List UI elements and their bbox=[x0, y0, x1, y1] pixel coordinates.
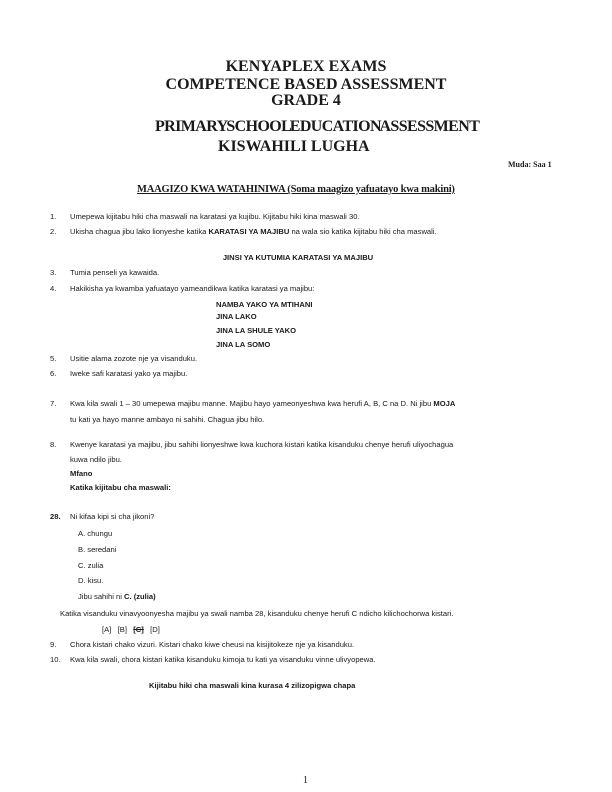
instructions-heading: MAAGIZO KWA WATAHINIWA (Soma maagizo yafuatayo kwa makini) bbox=[137, 184, 455, 195]
instruction-text: Kwa kila swali 1 – 30 umepewa majibu manne. Majibu hayo yameonyeshwa kwa herufi A, B, C na D. Ni jibu MOJA bbox=[70, 399, 456, 408]
answer-option: C. zulia bbox=[78, 561, 104, 570]
answer-boxes bbox=[102, 625, 160, 635]
duration-label: Muda: Saa 1 bbox=[508, 160, 552, 169]
assessment-title: COMPETENCE BASED ASSESSMENT bbox=[165, 76, 447, 93]
exam-provider-title: KENYAPLEX EXAMS bbox=[225, 58, 387, 75]
item-number: 5. bbox=[50, 354, 57, 363]
answer-box-marked: [C] bbox=[133, 625, 144, 634]
instruction-text: Iweke safi karatasi yako ya majibu. bbox=[70, 369, 188, 378]
instruction-text: kuwa ndilo jibu. bbox=[70, 455, 122, 464]
item-number: 1. bbox=[50, 212, 57, 221]
instruction-text: Hakikisha ya kwamba yafuatayo yameandikwa katika karatasi ya majibu: bbox=[70, 284, 315, 293]
required-field: JINA LAKO bbox=[216, 312, 257, 321]
required-field: JINA LA SOMO bbox=[216, 340, 271, 349]
answer-option: B. seredani bbox=[78, 545, 117, 554]
instruction-text: Kwenye karatasi ya majibu, jibu sahihi lionyeshwe kwa kuchora kistari katika kisanduku chenye herufi uliyochagua bbox=[70, 440, 454, 449]
page-number: 1 bbox=[303, 775, 308, 786]
subject-title: KISWAHILI LUGHA bbox=[218, 138, 370, 155]
required-field: JINA LA SHULE YAKO bbox=[216, 326, 297, 335]
item-number: 4. bbox=[50, 284, 57, 293]
question-number: 28. bbox=[50, 512, 61, 521]
section-heading: JINSI YA KUTUMIA KARATASI YA MAJIBU bbox=[222, 253, 374, 262]
example-sublabel: Katika kijitabu cha maswali: bbox=[70, 483, 171, 492]
answer-box: [B] bbox=[117, 625, 127, 634]
instruction-text: Usitie alama zozote nje ya visanduku. bbox=[70, 354, 198, 363]
item-number: 6. bbox=[50, 369, 57, 378]
item-number: 10. bbox=[50, 655, 61, 664]
page-count-note: Kijitabu hiki cha maswali kina kurasa 4 zilizopigwa chapa bbox=[149, 681, 356, 690]
item-number: 9. bbox=[50, 640, 57, 649]
instruction-text: Umepewa kijitabu hiki cha maswali na karatasi ya kujibu. Kijitabu hiki kina maswali 30. bbox=[70, 212, 360, 221]
answer-box: [A] bbox=[102, 625, 112, 634]
answer-option: A. chungu bbox=[78, 529, 113, 538]
instruction-text: Kwa kila swali, chora kistari katika kisanduku kimoja tu kati ya visanduku vinne ulivyopewa. bbox=[70, 655, 376, 664]
grade-title: GRADE 4 bbox=[271, 92, 341, 109]
item-number: 2. bbox=[50, 227, 57, 236]
instruction-text: tu kati ya hayo manne ambayo ni sahihi. Chagua jibu hilo. bbox=[70, 415, 265, 424]
instruction-text: Tumia penseli ya kawaida. bbox=[70, 268, 160, 277]
example-label: Mfano bbox=[70, 469, 93, 478]
question-text: Ni kifaa kipi si cha jikoni? bbox=[70, 512, 155, 521]
item-number: 3. bbox=[50, 268, 57, 277]
answer-box: [D] bbox=[150, 625, 160, 634]
school-level-title: PRIMARY SCHOOL EDUCATION ASSESSMENT bbox=[155, 118, 480, 135]
item-number: 8. bbox=[50, 440, 57, 449]
example-explanation: Katika visanduku vinavyoonyesha majibu ya swali namba 28, kisanduku chenye herufi C ndicho kilichochorwa kistari. bbox=[60, 609, 454, 618]
instruction-text: Ukisha chagua jibu lako lionyeshe katika KARATASI YA MAJIBU na wala sio katika kijitabu hiki cha maswali. bbox=[70, 227, 437, 236]
item-number: 7. bbox=[50, 399, 57, 408]
instruction-text: Chora kistari chako vizuri. Kistari chako kiwe cheusi na kisijitokeze nje ya kisanduku. bbox=[70, 640, 355, 649]
required-field: NAMBA YAKO YA MTIHANI bbox=[216, 300, 313, 309]
correct-answer: Jibu sahihi ni C. (zulia) bbox=[78, 592, 156, 601]
answer-option: D. kisu. bbox=[78, 576, 104, 585]
